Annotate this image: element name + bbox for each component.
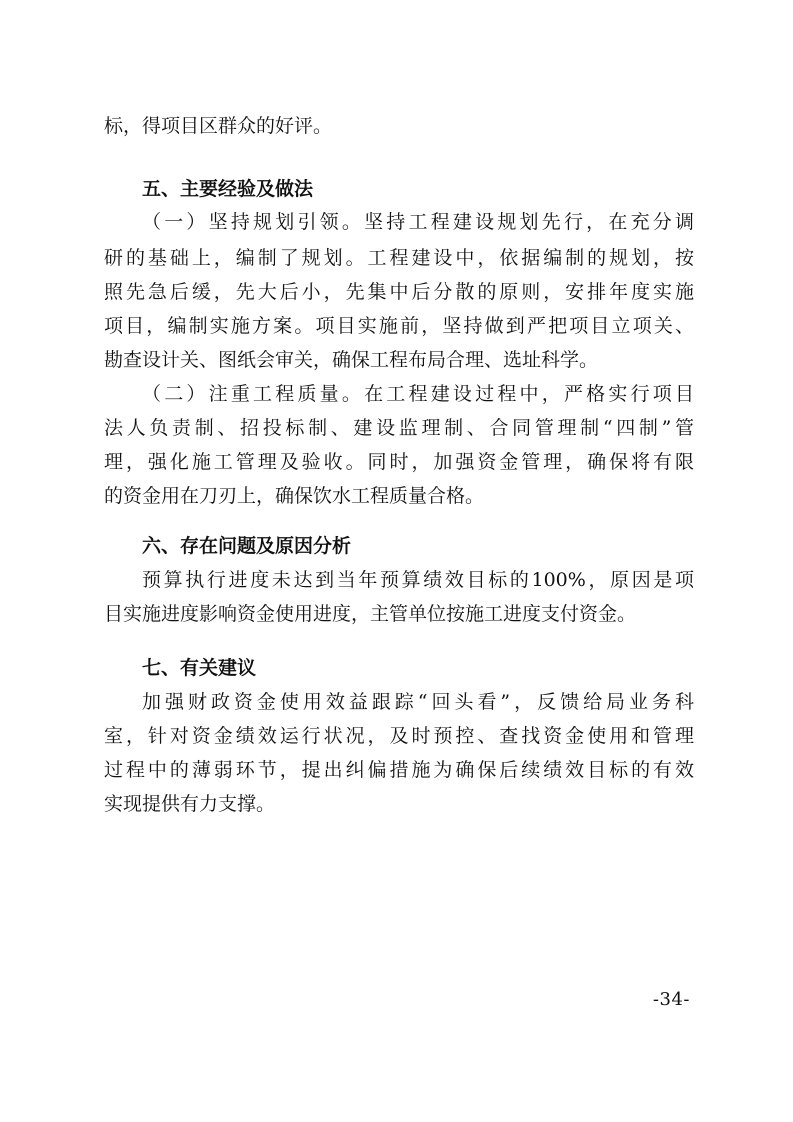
paragraph-line: 目实施进度影响资金使用进度，主管单位按施工进度支付资金。: [104, 603, 637, 625]
section-heading-5: 五、主要经验及做法: [142, 178, 314, 200]
paragraph-line: 加强财政资金使用效益跟踪“回头看”，反馈给局业务科: [142, 691, 694, 713]
paragraph-line: 预算执行进度未达到当年预算绩效目标的100%，原因是项: [142, 569, 694, 591]
paragraph-line: 项目，编制实施方案。项目实施前，坚持做到严把项目立项关、: [104, 315, 694, 337]
paragraph-line: 理，强化施工管理及验收。同时，加强资金管理，确保将有限: [104, 451, 694, 473]
paragraph-line: （二）注重工程质量。在工程建设过程中，严格实行项目: [142, 383, 694, 405]
paragraph-line: 室，针对资金绩效运行状况，及时预控、查找资金使用和管理: [104, 725, 694, 747]
paragraph-line: 过程中的薄弱环节，提出纠偏措施为确保后续绩效目标的有效: [104, 759, 694, 781]
paragraph-line: 照先急后缓，先大后小，先集中后分散的原则，安排年度实施: [104, 281, 694, 303]
page-number: -34-: [652, 989, 690, 1010]
paragraph-line: 的资金用在刀刃上，确保饮水工程质量合格。: [104, 485, 485, 507]
paragraph-line: （一）坚持规划引领。坚持工程建设规划先行，在充分调: [142, 211, 694, 233]
section-heading-6: 六、存在问题及原因分析: [142, 535, 352, 557]
continuation-line: 标，得项目区群众的好评。: [104, 115, 333, 137]
paragraph-line: 勘查设计关、图纸会审关，确保工程布局合理、选址科学。: [104, 349, 599, 371]
section-heading-7: 七、有关建议: [142, 657, 257, 679]
paragraph-line: 研的基础上，编制了规划。工程建设中，依据编制的规划，按: [104, 247, 694, 269]
paragraph-line: 实现提供有力支撑。: [104, 793, 276, 815]
paragraph-line: 法人负责制、招投标制、建设监理制、合同管理制“四制”管: [104, 417, 694, 439]
